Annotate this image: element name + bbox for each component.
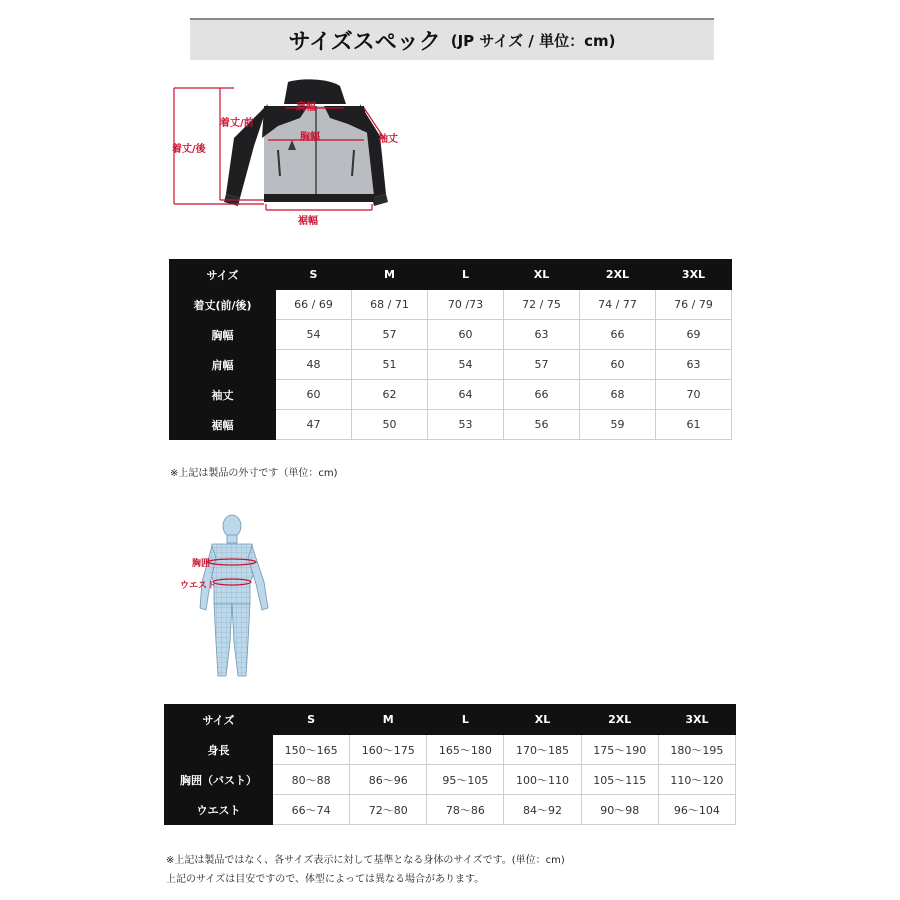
body-table-cell: 150〜165 bbox=[273, 735, 350, 765]
garment-table-row-label: 着丈(前/後) bbox=[170, 290, 276, 320]
garment-table-cell: 63 bbox=[656, 350, 732, 380]
body-table-cell: 180〜195 bbox=[658, 735, 735, 765]
body-table-cell: 170〜185 bbox=[504, 735, 581, 765]
body-table-cell: 110〜120 bbox=[658, 765, 735, 795]
garment-table-cell: 69 bbox=[656, 320, 732, 350]
garment-table-row-label: 肩幅 bbox=[170, 350, 276, 380]
garment-table-cell: 60 bbox=[276, 380, 352, 410]
body-table-cell: 66〜74 bbox=[273, 795, 350, 825]
garment-table-cell: 72 / 75 bbox=[504, 290, 580, 320]
garment-table-row-label: 胸幅 bbox=[170, 320, 276, 350]
garment-table-header-cell: 3XL bbox=[656, 260, 732, 290]
garment-table-cell: 60 bbox=[428, 320, 504, 350]
label-length-back: 着丈/後 bbox=[172, 144, 206, 155]
garment-table-cell: 66 / 69 bbox=[276, 290, 352, 320]
body-table-header-cell: 2XL bbox=[581, 705, 658, 735]
body-table-cell: 105〜115 bbox=[581, 765, 658, 795]
body-table-header-cell: M bbox=[350, 705, 427, 735]
garment-table-header-cell: 2XL bbox=[580, 260, 656, 290]
body-table-cell: 165〜180 bbox=[427, 735, 504, 765]
body-table-header-row bbox=[165, 705, 736, 735]
garment-table-header-cell: サイズ bbox=[170, 260, 276, 290]
body-table-row bbox=[165, 735, 736, 765]
garment-table-row bbox=[170, 350, 732, 380]
garment-table-cell: 48 bbox=[276, 350, 352, 380]
label-length-front: 着丈/前 bbox=[220, 118, 254, 129]
jacket-diagram bbox=[168, 76, 404, 226]
garment-table-cell: 54 bbox=[276, 320, 352, 350]
body-figure-illustration bbox=[176, 512, 288, 684]
body-table-cell: 160〜175 bbox=[350, 735, 427, 765]
garment-table-cell: 56 bbox=[504, 410, 580, 440]
garment-table-cell: 54 bbox=[428, 350, 504, 380]
page-title-bar bbox=[190, 18, 714, 60]
label-hem-width: 裾幅 bbox=[298, 216, 318, 227]
garment-table-cell: 61 bbox=[656, 410, 732, 440]
body-table-header-cell: サイズ bbox=[165, 705, 273, 735]
garment-table-row bbox=[170, 380, 732, 410]
garment-table-row bbox=[170, 290, 732, 320]
body-table-header-cell: 3XL bbox=[658, 705, 735, 735]
page-subtitle: (JP サイズ / 単位：cm) bbox=[450, 31, 616, 50]
body-diagram bbox=[176, 512, 288, 684]
body-table-row-label: ウエスト bbox=[165, 795, 273, 825]
label-shoulder-width: 肩幅 bbox=[296, 102, 316, 113]
label-waist: ウエスト bbox=[180, 581, 217, 591]
garment-table-row-label: 袖丈 bbox=[170, 380, 276, 410]
body-table-cell: 90〜98 bbox=[581, 795, 658, 825]
garment-table-cell: 53 bbox=[428, 410, 504, 440]
garment-table-cell: 64 bbox=[428, 380, 504, 410]
garment-table-cell: 57 bbox=[352, 320, 428, 350]
garment-table-row-label: 裾幅 bbox=[170, 410, 276, 440]
garment-table-cell: 57 bbox=[504, 350, 580, 380]
body-table-cell: 80〜88 bbox=[273, 765, 350, 795]
garment-table-header-cell: XL bbox=[504, 260, 580, 290]
body-table-cell: 96〜104 bbox=[658, 795, 735, 825]
garment-table-header-cell: L bbox=[428, 260, 504, 290]
label-chest-girth: 胸囲 bbox=[192, 559, 211, 569]
label-sleeve-length: 袖丈 bbox=[378, 134, 398, 145]
garment-note: ※上記は製品の外寸です（単位：cm) bbox=[170, 468, 338, 479]
body-table-header-cell: S bbox=[273, 705, 350, 735]
body-table-cell: 86〜96 bbox=[350, 765, 427, 795]
body-table-row-label: 身長 bbox=[165, 735, 273, 765]
label-chest-width: 胸幅 bbox=[300, 132, 320, 143]
body-size-table bbox=[164, 704, 736, 825]
garment-table-header-cell: S bbox=[276, 260, 352, 290]
body-note-1: ※上記は製品ではなく、各サイズ表示に対して基準となる身体のサイズです。(単位：cm) bbox=[166, 855, 565, 866]
garment-table-row bbox=[170, 320, 732, 350]
body-table-cell: 78〜86 bbox=[427, 795, 504, 825]
garment-table-header-cell: M bbox=[352, 260, 428, 290]
garment-table-row bbox=[170, 410, 732, 440]
garment-table-header-row bbox=[170, 260, 732, 290]
body-table-cell: 84〜92 bbox=[504, 795, 581, 825]
body-table-row-label: 胸囲（バスト） bbox=[165, 765, 273, 795]
garment-table-cell: 68 / 71 bbox=[352, 290, 428, 320]
garment-table-cell: 59 bbox=[580, 410, 656, 440]
garment-table-cell: 66 bbox=[504, 380, 580, 410]
body-table-row bbox=[165, 765, 736, 795]
garment-table-cell: 70 bbox=[656, 380, 732, 410]
garment-table-cell: 62 bbox=[352, 380, 428, 410]
garment-table-cell: 51 bbox=[352, 350, 428, 380]
body-table-cell: 72〜80 bbox=[350, 795, 427, 825]
page-title: サイズスペック bbox=[288, 29, 441, 55]
garment-table-cell: 76 / 79 bbox=[656, 290, 732, 320]
garment-table-cell: 68 bbox=[580, 380, 656, 410]
body-table-cell: 95〜105 bbox=[427, 765, 504, 795]
garment-table-cell: 50 bbox=[352, 410, 428, 440]
garment-table-cell: 63 bbox=[504, 320, 580, 350]
body-table-header-cell: L bbox=[427, 705, 504, 735]
body-table-row bbox=[165, 795, 736, 825]
body-table-cell: 100〜110 bbox=[504, 765, 581, 795]
garment-size-table bbox=[169, 259, 732, 440]
garment-table-cell: 66 bbox=[580, 320, 656, 350]
body-table-header-cell: XL bbox=[504, 705, 581, 735]
garment-table-cell: 74 / 77 bbox=[580, 290, 656, 320]
garment-table-cell: 70 /73 bbox=[428, 290, 504, 320]
body-note-2: 上記のサイズは目安ですので、体型によっては異なる場合があります。 bbox=[166, 874, 485, 885]
garment-table-cell: 60 bbox=[580, 350, 656, 380]
garment-table-cell: 47 bbox=[276, 410, 352, 440]
body-table-cell: 175〜190 bbox=[581, 735, 658, 765]
